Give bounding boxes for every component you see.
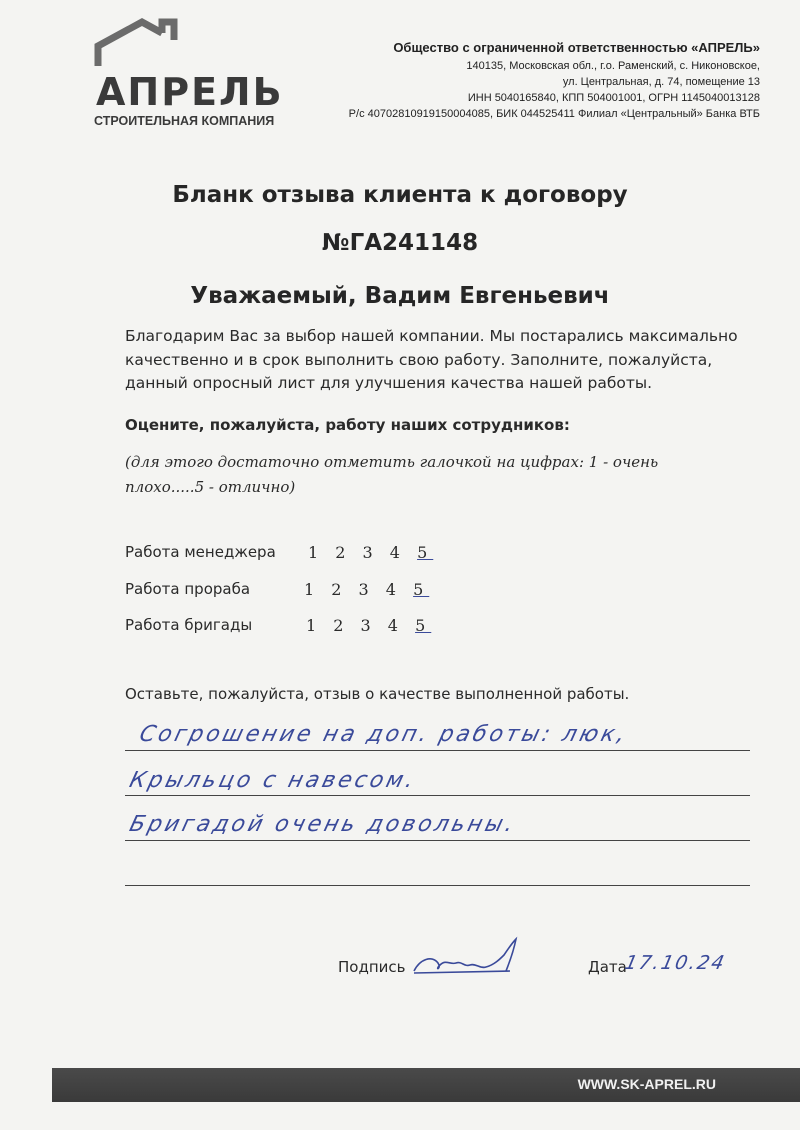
rating-scale: 1 2 3 4 5 — [304, 580, 430, 599]
rating-scale: 1 2 3 4 5 — [308, 543, 434, 562]
rating-label: Работа прораба — [125, 580, 251, 598]
feedback-line-1[interactable]: Согрошение на доп. работы: люк, — [136, 722, 631, 747]
rating-selected[interactable]: 5 — [413, 580, 430, 599]
date-label: Дата — [588, 958, 627, 976]
feedback-underline — [125, 795, 750, 796]
signature-label: Подпись — [338, 958, 406, 976]
rating-note: (для этого достаточно отметить галочкой на цифрах: 1 - очень плохо.....5 - отлично) — [125, 453, 659, 496]
rating-selected[interactable]: 5 — [417, 543, 434, 562]
company-name: Общество с ограниченной ответственностью «АПРЕЛЬ» — [393, 40, 760, 55]
form-title: Бланк отзыва клиента к договору — [172, 182, 628, 208]
rating-heading: Оцените, пожалуйста, работу наших сотрудников: — [125, 416, 570, 434]
footer-bar — [52, 1068, 800, 1102]
rating-label: Работа менеджера — [125, 543, 276, 561]
signature-scribble[interactable] — [410, 935, 535, 980]
logo-subtitle: СТРОИТЕЛЬНАЯ КОМПАНИЯ — [94, 114, 275, 128]
company-address-line-1: 140135, Московская обл., г.о. Раменский, с. Никоновское, — [466, 60, 760, 72]
roof-icon — [92, 14, 292, 74]
company-bank: Р/с 40702810919150004085, БИК 044525411 Филиал «Центральный» Банка ВТБ — [348, 108, 760, 120]
company-ids: ИНН 5040165840, КПП 504001001, ОГРН 1145040013128 — [467, 92, 760, 104]
contract-number: №ГА241148 — [321, 230, 479, 256]
date-value[interactable]: 17.10.24 — [622, 952, 728, 974]
feedback-line-2[interactable]: Крыльцо с навесом. — [126, 768, 420, 793]
feedback-line-3[interactable]: Бригадой очень довольны. — [126, 812, 519, 837]
rating-scale: 1 2 3 4 5 — [306, 616, 432, 635]
rating-selected[interactable]: 5 — [415, 616, 432, 635]
feedback-label: Оставьте, пожалуйста, отзыв о качестве выполненной работы. — [125, 685, 630, 703]
company-logo — [92, 14, 292, 128]
feedback-underline — [125, 840, 750, 841]
company-address-line-2: ул. Центральная, д. 74, помещение 13 — [562, 76, 760, 88]
rating-label: Работа бригады — [125, 616, 253, 634]
greeting: Уважаемый, Вадим Евгеньевич — [190, 283, 610, 309]
footer-url[interactable]: WWW.SK-APREL.RU — [577, 1076, 716, 1092]
company-requisites — [340, 40, 760, 122]
intro-text: Благодарим Вас за выбор нашей компании. Мы постарались максимально качественно и в срок выполнить свою работу. Заполните, пожалуйста, данный опросный лист для улучшения качества нашей работы. — [125, 327, 738, 392]
feedback-underline — [125, 885, 750, 886]
logo-wordmark: АПРЕЛЬ — [96, 70, 284, 114]
feedback-underline — [125, 750, 750, 751]
